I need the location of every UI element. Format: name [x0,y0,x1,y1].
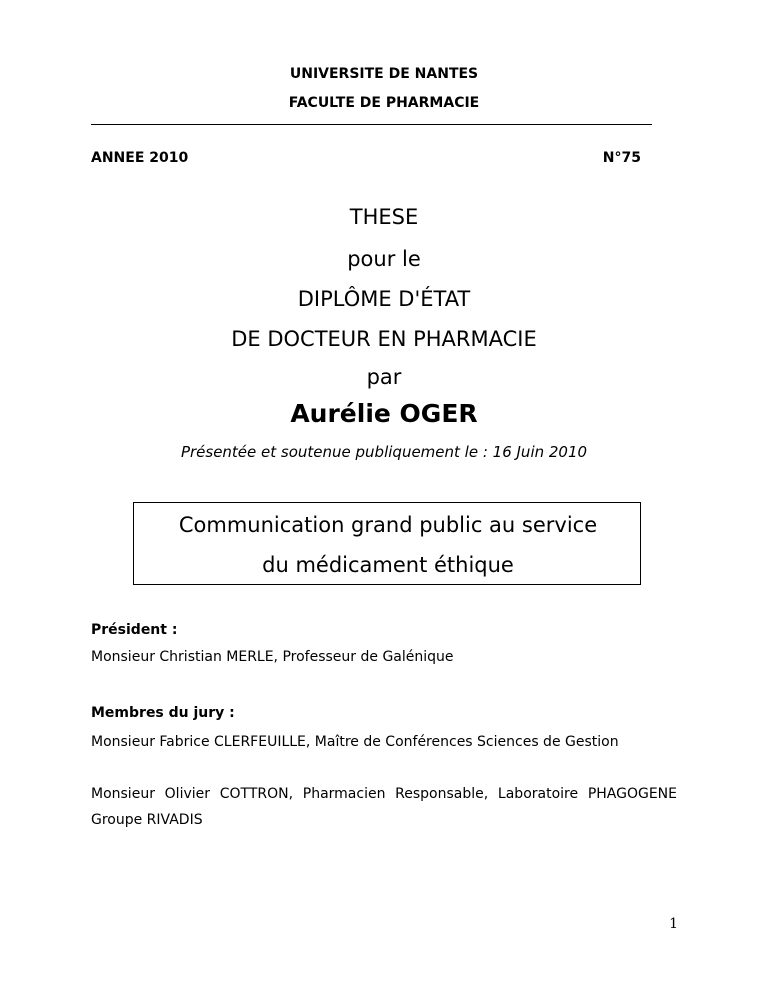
thesis-title-box [133,502,641,585]
faculty-name: FACULTE DE PHARMACIE [288,95,480,111]
diploma-name: DIPLÔME D'ÉTAT [297,287,471,311]
president-label: Président : [91,622,178,638]
par-text: par [366,365,402,389]
header-divider [91,124,652,125]
president-name: Monsieur Christian MERLE, Professeur de Galénique [91,649,454,665]
document-type: THESE [349,205,419,229]
thesis-number: N°75 [602,150,641,166]
jury-members-label: Membres du jury : [91,705,235,721]
thesis-title-line-2: du médicament éthique [262,553,514,577]
university-name: UNIVERSITE DE NANTES [289,66,479,82]
author-name: Aurélie OGER [290,399,478,428]
pour-le-text: pour le [347,247,421,271]
page-number: 1 [669,916,678,932]
thesis-title-line-1: Communication grand public au service [178,513,598,537]
jury-member: Monsieur Olivier COTTRON, Pharmacien Responsable, Laboratoire PHAGOGENE Groupe RIVADIS [91,786,677,828]
degree-name: DE DOCTEUR EN PHARMACIE [231,327,537,351]
defense-date-line: Présentée et soutenue publiquement le : 16 Juin 2010 [180,443,588,461]
academic-year: ANNEE 2010 [91,150,189,166]
jury-member: Monsieur Fabrice CLERFEUILLE, Maître de Conférences Sciences de Gestion [91,734,619,750]
